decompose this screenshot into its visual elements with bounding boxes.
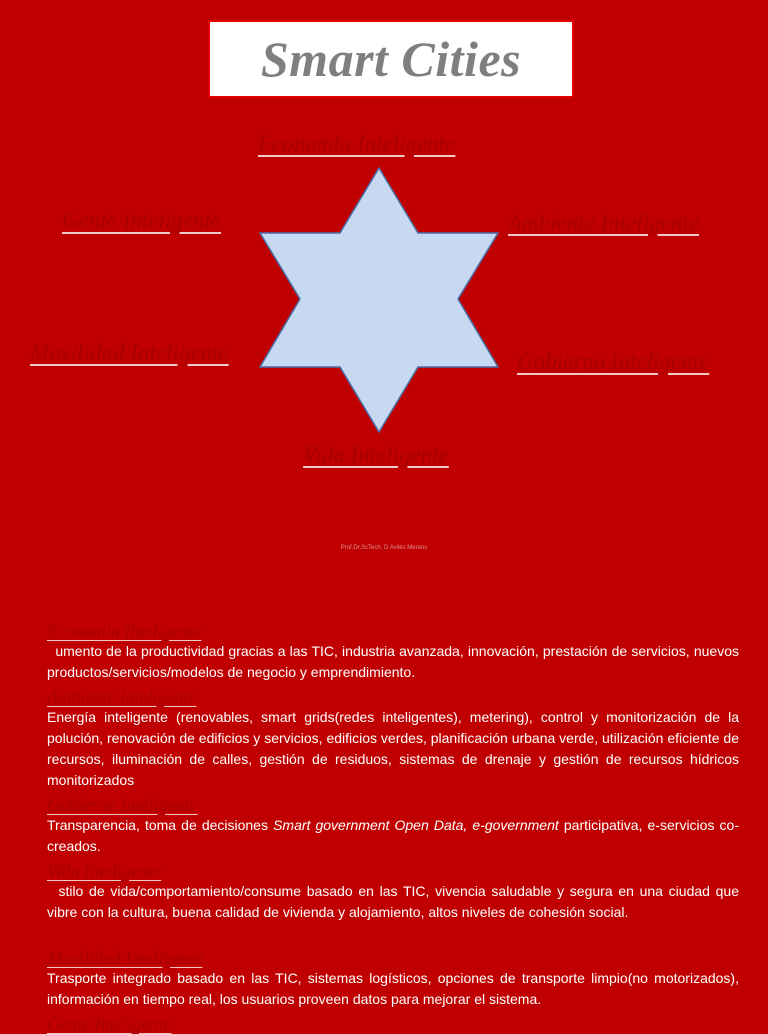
text-part: Transparencia, toma de decisiones xyxy=(47,817,274,833)
star-label-vida: Vida Inteligente xyxy=(303,442,449,467)
credit-text: Prof.Dr.ScTech. D Avilés Merens xyxy=(340,545,428,551)
section-text: umento de la productividad gracias a las TIC, industria avanzada, innovación, prestación de servicios, nuevos productos/servicios/modelos de negocio y emprendimiento. xyxy=(47,643,743,680)
title-box xyxy=(208,20,574,98)
section-text: Energía inteligente (renovables, smart grids(redes inteligentes), metering), control y monitorización de la polución, renovación de edificios y servicios, edificios verdes, planificación urbana verde, utilización eficiente de recursos, iluminación de calles, gestión de residuos, sistemas de drenaje y gestión de recursos hídricos monitorizados xyxy=(47,709,739,788)
section-heading: Economia Inteligente xyxy=(47,621,202,641)
section-ambiente xyxy=(47,687,739,791)
section-text xyxy=(47,815,739,857)
section-vida xyxy=(47,861,743,923)
star-label-economia: Economia Inteligente xyxy=(258,131,456,156)
six-point-star xyxy=(258,166,502,436)
section-economia xyxy=(47,621,743,683)
section-heading: Vida Inteligente xyxy=(47,861,162,881)
star-label-ambiente: Ambiente Inteligente xyxy=(508,210,699,235)
star-label-gente: Gente Inteligente xyxy=(62,208,222,233)
text-part: participativa, e-servicios co-creados. xyxy=(47,817,739,854)
section-text: stilo de vida/comportamiento/consume basado en las TIC, vivencia saludable y segura en una ciudad que vibre con la cultura, buena calidad de vivienda y alojamiento, altos niveles de cohesión social. xyxy=(47,883,743,920)
page-title: Smart Cities xyxy=(260,31,522,87)
section-text: Trasporte integrado basado en las TIC, sistemas logísticos, opciones de transporte limpio(no motorizados), información en tiempo real, los usuarios proveen datos para mejorar el sistema. xyxy=(47,970,739,1007)
section-gobierno xyxy=(47,795,739,857)
text-italic-part: Smart government Open Data, e-government xyxy=(273,817,559,833)
section-heading: Gente Inteligente xyxy=(47,1014,172,1034)
section-heading: Ambiente Inteligente xyxy=(47,687,197,707)
section-movilidad xyxy=(47,948,739,1010)
section-heading: Gobierno Inteligente xyxy=(47,795,198,815)
section-heading: Movilidad Inteligente xyxy=(47,948,203,968)
star-label-movilidad: Movilidad Inteligente xyxy=(30,340,229,365)
star-shape xyxy=(260,168,498,432)
section-gente xyxy=(47,1014,739,1034)
star-label-gobierno: Gobierno Inteligente xyxy=(517,349,710,374)
